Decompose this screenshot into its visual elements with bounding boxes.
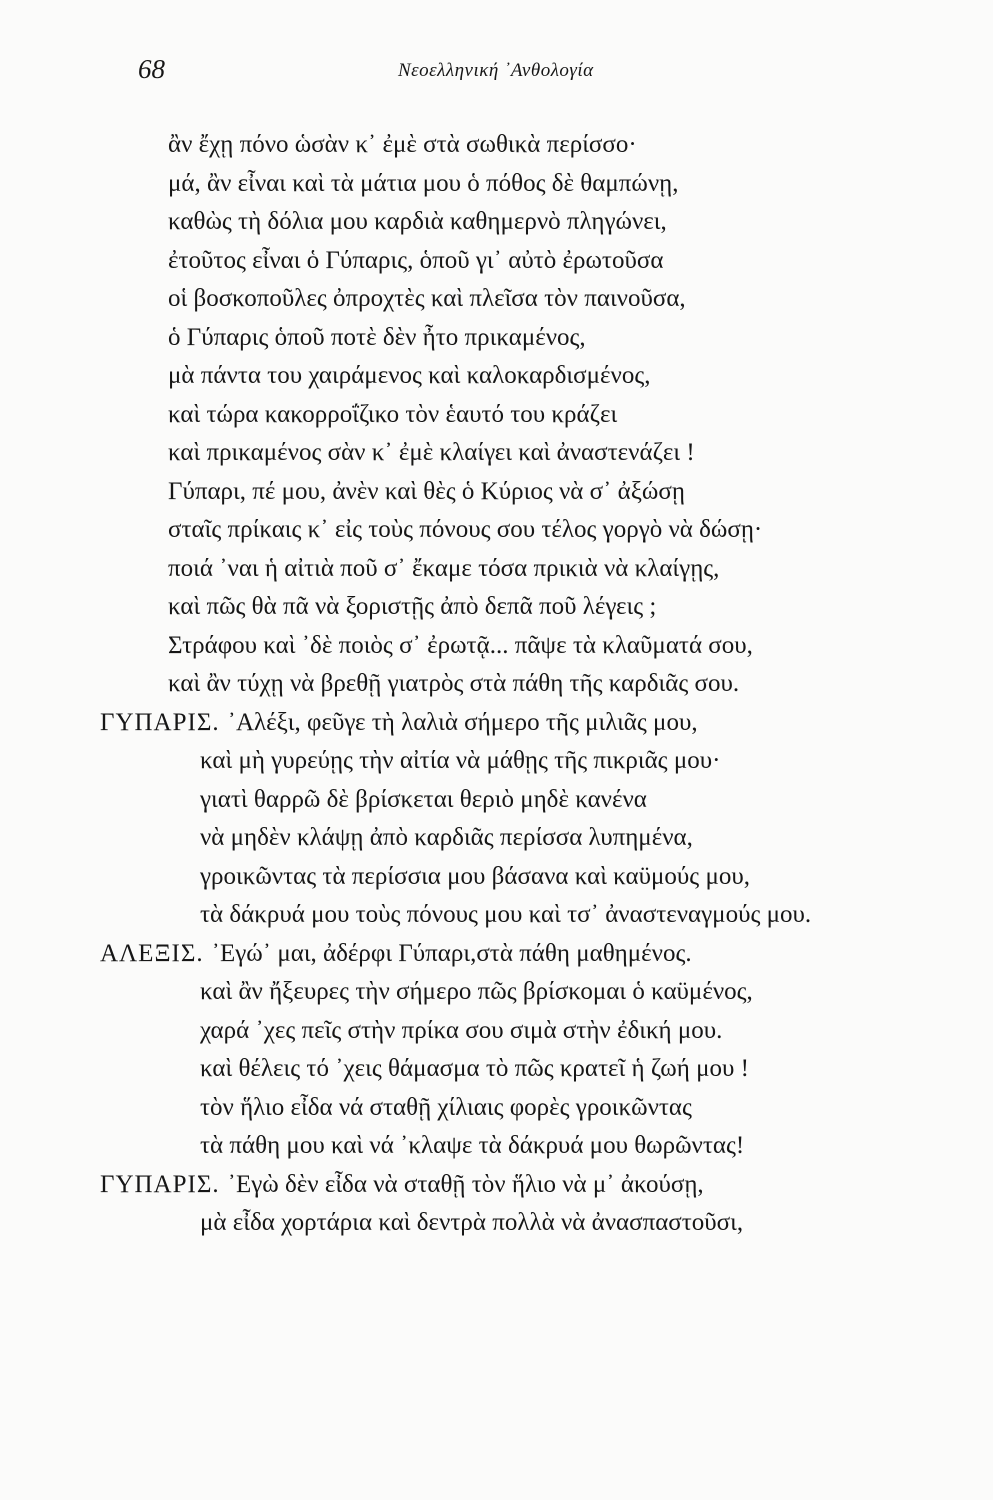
verse-text: καθὼς τὴ δόλια μου καρδιὰ καθημερνὸ πληγώνει, <box>168 208 667 235</box>
verse-line <box>100 704 920 743</box>
verse-text: ᾿Εγώ᾿ μαι, ἀδέρφι Γύπαρι,στὰ πάθη μαθημένος. <box>211 939 692 967</box>
verse-text: ᾿Αλέξι, φεῦγε τὴ λαλιὰ σήμερο τῆς μιλιᾶς μου, <box>227 708 698 736</box>
verse-line <box>100 858 920 897</box>
verse-line <box>100 935 920 974</box>
verse-line <box>100 550 920 589</box>
verse-text: γροικῶντας τὰ περίσσια μου βάσανα καὶ καϋμούς μου, <box>200 862 750 890</box>
verse-line <box>100 1050 920 1089</box>
verse-line <box>100 396 920 435</box>
verse-text: καὶ ἂν ἤξευρες τὴν σήμερο πῶς βρίσκομαι ὁ καϋμένος, <box>200 978 753 1005</box>
verse-line <box>100 819 920 858</box>
verse-line <box>100 896 920 935</box>
verse-line <box>100 242 920 281</box>
verse-line <box>100 434 920 473</box>
speaker-name: ΓΥΠΑΡΙΣ. <box>100 708 220 736</box>
verse-text: μὰ πάντα του χαιράμενος καὶ καλοκαρδισμένος, <box>168 362 651 389</box>
verse-text: μὰ εἶδα χορτάρια καὶ δεντρὰ πολλὰ νὰ ἀνασπαστοῦσι, <box>200 1209 744 1236</box>
verse-text: Γύπαρι, πέ μου, ἀνὲν καὶ θὲς ὁ Κύριος νὰ σ᾿ ἀξώσῃ <box>168 477 685 505</box>
verse-text: καὶ πῶς θὰ πᾶ νὰ ξοριστῇς ἀπὸ δεπᾶ ποῦ λέγεις ; <box>168 593 657 620</box>
verse-line <box>100 1012 920 1051</box>
verse-text: ποιά ᾿ναι ἡ αἰτιὰ ποῦ σ᾿ ἔκαμε τόσα πρικιὰ νὰ κλαίγῃς, <box>168 554 720 582</box>
verse-line <box>100 511 920 550</box>
verse-text: Στράφου καὶ ᾿δὲ ποιὸς σ᾿ ἐρωτᾷ... πᾶψε τὰ κλαῦματά σου, <box>168 631 753 659</box>
verse-line <box>100 203 920 242</box>
verse-text: τὰ δάκρυά μου τοὺς πόνους μου καὶ τσ᾿ ἀναστεναγμούς μου. <box>200 901 812 928</box>
verse-text: γιατὶ θαρρῶ δὲ βρίσκεται θεριὸ μηδὲ κανένα <box>200 785 647 813</box>
verse-text: χαρά ᾿χες πεῖς στὴν πρίκα σου σιμὰ στὴν ἐδική μου. <box>200 1016 723 1044</box>
verse-line <box>100 473 920 512</box>
verse-line <box>100 1204 920 1243</box>
verse-line <box>100 319 920 358</box>
verse-text: ἂν ἔχῃ πόνο ὡσὰν κ᾿ ἐμὲ στὰ σωθικὰ περίσσο· <box>168 131 637 158</box>
verse-line <box>100 126 920 165</box>
verse-line <box>100 165 920 204</box>
verse-line <box>100 357 920 396</box>
running-title: Νεοελληνική ᾿Ανθολογία <box>398 60 594 81</box>
verse-line <box>100 1166 920 1205</box>
verse-text: καὶ μὴ γυρεύῃς τὴν αἰτία νὰ μάθῃς τῆς πικριᾶς μου· <box>200 747 721 774</box>
speaker-name: ΑΛΕΞΙΣ. <box>100 939 204 967</box>
verse-text: σταῖς πρίκαις κ᾿ εἰς τοὺς πόνους σου τέλος γοργὸ νὰ δώσῃ· <box>168 516 763 543</box>
verse-text: καὶ πρικαμένος σὰν κ᾿ ἐμὲ κλαίγει καὶ ἀναστενάζει ! <box>168 439 695 466</box>
verse-line <box>100 1127 920 1166</box>
poem-text <box>100 126 920 1243</box>
verse-line <box>100 280 920 319</box>
verse-text: τὸν ἥλιο εἶδα νά σταθῇ χίλιαις φορὲς γροικῶντας <box>200 1093 692 1121</box>
page-number: 68 <box>138 54 165 84</box>
verse-text: οἱ βοσκοποῦλες ὀπροχτὲς καὶ πλεῖσα τὸν παινοῦσα, <box>168 285 686 312</box>
verse-text: νὰ μηδὲν κλάψῃ ἀπὸ καρδιᾶς περίσσα λυπημένα, <box>200 824 693 851</box>
speaker-name: ΓΥΠΑΡΙΣ. <box>100 1170 220 1198</box>
verse-line <box>100 588 920 627</box>
verse-line <box>100 665 920 704</box>
verse-line <box>100 973 920 1012</box>
verse-line <box>100 742 920 781</box>
verse-text: καὶ ἂν τύχῃ νὰ βρεθῇ γιατρὸς στὰ πάθη τῆς καρδιᾶς σου. <box>168 670 740 697</box>
verse-text: ὁ Γύπαρις ὁποῦ ποτὲ δὲν ἦτο πρικαμένος, <box>168 323 586 351</box>
verse-text: μά, ἂν εἶναι καὶ τὰ μάτια μου ὁ πόθος δὲ θαμπώνῃ, <box>168 169 679 197</box>
verse-text: καὶ θέλεις τό ᾿χεις θάμασμα τὸ πῶς κρατεῖ ἡ ζωή μου ! <box>200 1055 749 1082</box>
verse-line <box>100 781 920 820</box>
verse-text: ἐτοῦτος εἶναι ὁ Γύπαρις, ὁποῦ γι᾿ αὐτὸ ἐρωτοῦσα <box>168 246 664 274</box>
verse-text: καὶ τώρα κακορροΐζικο τὸν ἑαυτό του κράζει <box>168 400 618 428</box>
page-header <box>0 48 993 88</box>
verse-line <box>100 627 920 666</box>
verse-line <box>100 1089 920 1128</box>
verse-text: ᾿Εγὼ δὲν εἶδα νὰ σταθῇ τὸν ἥλιο νὰ μ᾿ ἀκούσῃ, <box>227 1170 704 1198</box>
verse-text: τὰ πάθη μου καὶ νά ᾿κλαψε τὰ δάκρυά μου θωρῶντας! <box>200 1132 745 1159</box>
